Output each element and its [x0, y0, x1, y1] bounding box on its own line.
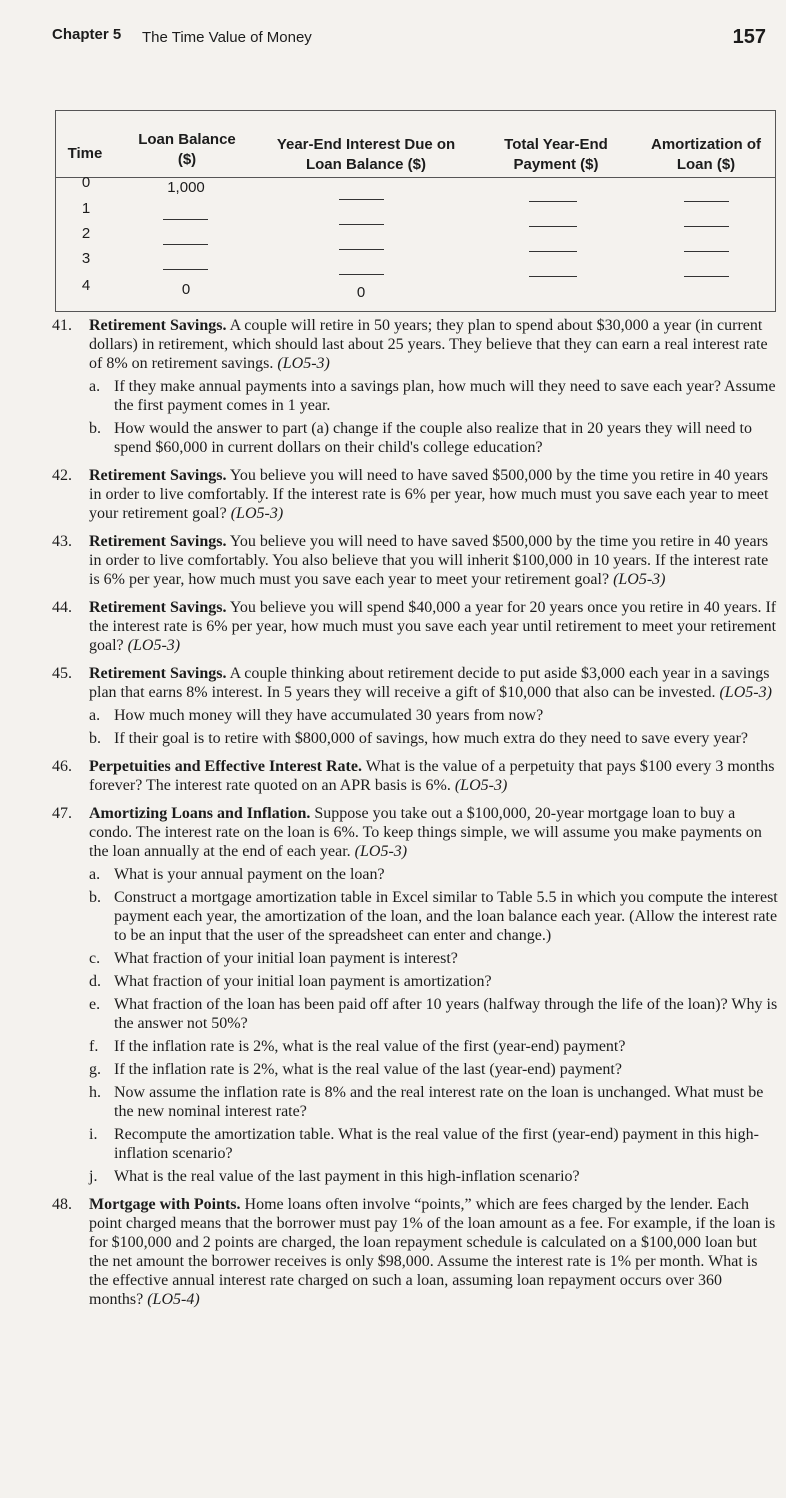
blank-line — [684, 201, 729, 202]
sub-question-label: h. — [89, 1084, 101, 1101]
sub-question-label: b. — [89, 420, 101, 437]
learning-objective: (LO5-3) — [719, 684, 772, 701]
problem-48 — [52, 1195, 778, 1309]
amortization-table — [55, 110, 776, 312]
sub-question — [89, 865, 778, 884]
col-header-interest: Year-End Interest Due on Loan Balance ($) — [276, 136, 456, 173]
problem-47 — [52, 804, 778, 1186]
sub-question-label: g. — [89, 1061, 101, 1078]
blank-line — [163, 269, 208, 270]
problem-body — [89, 1195, 778, 1309]
sub-question-label: b. — [89, 889, 101, 906]
problem-title: Retirement Savings. — [89, 533, 227, 550]
problem-number: 45. — [52, 665, 72, 682]
sub-question — [89, 949, 778, 968]
sub-question-label: d. — [89, 973, 101, 990]
balance-cell: 0 — [181, 281, 191, 298]
sub-question — [89, 972, 778, 991]
blank-line — [684, 276, 729, 277]
sub-question — [89, 1083, 778, 1121]
time-cell: 0 — [81, 174, 91, 191]
problem-title: Perpetuities and Effective Interest Rate. — [89, 758, 362, 775]
blank-line — [339, 249, 384, 250]
sub-question-text: What fraction of your initial loan payment is interest? — [114, 950, 458, 967]
sub-question-label: j. — [89, 1168, 98, 1185]
learning-objective: (LO5-3) — [277, 355, 330, 372]
learning-objective: (LO5-3) — [354, 843, 408, 860]
problem-number: 46. — [52, 758, 72, 775]
problem-body — [89, 532, 778, 589]
problem-number: 42. — [52, 467, 72, 484]
sub-question — [89, 1125, 778, 1163]
problem-text: You believe you will need to have saved $500,000 by the time you retire in 40 years in order to live comfortably. You also believe that you will inherit $100,000 in 10 years. If the interest rate is 6% per year, how much must you save each year to meet your retirement goal? — [89, 533, 769, 588]
blank-line — [529, 201, 577, 202]
sub-question-text: Construct a mortgage amortization table in Excel similar to Table 5.5 in which you compute the interest payment each year, the amortization of the loan, and the loan balance each year. (Allow the interest rate to be an input that the user of the spreadsheet can enter and change.) — [114, 889, 778, 944]
col-header-payment: Total Year-End Payment ($) — [504, 136, 608, 173]
sub-question-label: i. — [89, 1126, 98, 1143]
header-rule — [56, 177, 775, 178]
blank-line — [339, 274, 384, 275]
sub-question-text: What is the real value of the last payment in this high-inflation scenario? — [114, 1168, 580, 1185]
sub-question — [89, 706, 778, 725]
problem-text: What is the value of a perpetuity that pays $100 every 3 months forever? The interest rate quoted on an APR basis is 6%. — [89, 758, 775, 794]
col-header-time: Time — [67, 145, 103, 162]
col-header-balance: Loan Balance ($) — [138, 131, 236, 168]
sub-question — [89, 1060, 778, 1079]
balance-cell: 1,000 — [167, 179, 205, 196]
sub-question-text: What fraction of your initial loan payment is amortization? — [114, 973, 492, 990]
problem-42 — [52, 466, 778, 523]
sub-question-text: How much money will they have accumulated 30 years from now? — [114, 707, 544, 724]
problem-body — [89, 804, 778, 861]
sub-question — [89, 1167, 778, 1186]
page-header — [52, 26, 766, 56]
sub-question-text: What is your annual payment on the loan? — [114, 866, 385, 883]
problem-title: Retirement Savings. — [89, 467, 227, 484]
chapter-title: The Time Value of Money — [142, 29, 312, 46]
problem-list — [52, 316, 778, 1318]
time-cell: 2 — [81, 225, 91, 242]
problem-45 — [52, 664, 778, 748]
sub-question-text: If they make annual payments into a savings plan, how much will they need to save each year? Assume the first payment comes in 1 year. — [114, 378, 776, 414]
blank-line — [339, 199, 384, 200]
problem-41 — [52, 316, 778, 457]
problem-title: Retirement Savings. — [89, 317, 227, 334]
problem-text: Suppose you take out a $100,000, 20-year mortgage loan to buy a condo. The interest rate on the loan is 6%. To keep things simple, we will assume you make payments on the loan annually at the end of each year. — [89, 805, 762, 860]
sub-question-text: What fraction of the loan has been paid off after 10 years (halfway through the life of the loan)? Why is the answer not 50%? — [114, 996, 778, 1032]
blank-line — [684, 226, 729, 227]
learning-objective: (LO5-3) — [454, 777, 508, 794]
sub-question-label: b. — [89, 730, 101, 747]
problem-title: Amortizing Loans and Inflation. — [89, 805, 311, 822]
problem-text: A couple will retire in 50 years; they plan to spend about $30,000 a year (in current dollars) in retirement, which should last about 25 years. They believe that they can earn a real interest rate of 8% on retirement savings. — [89, 317, 768, 372]
blank-line — [339, 224, 384, 225]
problem-number: 44. — [52, 599, 72, 616]
sub-question-text: How would the answer to part (a) change if the couple also realize that in 20 years they will need to spend $60,000 in current dollars on their child's college education? — [114, 420, 752, 456]
sub-question-label: f. — [89, 1038, 99, 1055]
problem-44 — [52, 598, 778, 655]
interest-cell: 0 — [356, 284, 366, 301]
sub-question-text: If the inflation rate is 2%, what is the real value of the first (year-end) payment? — [114, 1038, 626, 1055]
problem-title: Mortgage with Points. — [89, 1196, 241, 1213]
problem-body — [89, 466, 778, 523]
sub-question-label: a. — [89, 707, 101, 724]
sub-question-label: a. — [89, 378, 101, 395]
problem-43 — [52, 532, 778, 589]
sub-question-text: If their goal is to retire with $800,000 of savings, how much extra do they need to save every year? — [114, 730, 749, 747]
problem-body — [89, 757, 778, 795]
problem-text: You believe you will need to have saved $500,000 by the time you retire in 40 years in order to live comfortably. If the interest rate is 6% per year, how much must you save each year to meet your retirement goal? — [89, 467, 769, 522]
problem-text: You believe you will spend $40,000 a year for 20 years once you retire in 40 years. If the interest rate is 6% per year, how much must you save each year until retirement to meet your retirement goal? — [89, 599, 777, 654]
sub-question — [89, 888, 778, 945]
problem-body — [89, 598, 778, 655]
sub-question — [89, 729, 778, 748]
sub-question — [89, 1037, 778, 1056]
problem-46 — [52, 757, 778, 795]
blank-line — [529, 276, 577, 277]
problem-number: 41. — [52, 317, 72, 334]
col-header-amortization: Amortization of Loan ($) — [651, 136, 761, 173]
sub-question-label: e. — [89, 996, 101, 1013]
sub-question-text: Recompute the amortization table. What is the real value of the first (year-end) payment in this high-inflation scenario? — [114, 1126, 759, 1162]
time-cell: 1 — [81, 200, 91, 217]
problem-title: Retirement Savings. — [89, 665, 227, 682]
sub-question-label: c. — [89, 950, 101, 967]
learning-objective: (LO5-3) — [127, 637, 181, 654]
blank-line — [529, 251, 577, 252]
sub-question-label: a. — [89, 866, 101, 883]
sub-question-text: Now assume the inflation rate is 8% and the real interest rate on the loan is unchanged. What must be the new nominal interest rate? — [114, 1084, 764, 1120]
sub-question-text: If the inflation rate is 2%, what is the real value of the last (year-end) payment? — [114, 1061, 622, 1078]
problem-number: 43. — [52, 533, 72, 550]
blank-line — [529, 226, 577, 227]
problem-number: 48. — [52, 1196, 72, 1213]
problem-title: Retirement Savings. — [89, 599, 227, 616]
chapter-label: Chapter 5 — [52, 26, 122, 43]
time-cell: 4 — [81, 277, 91, 294]
blank-line — [163, 219, 208, 220]
problem-text: Home loans often involve “points,” which are fees charged by the lender. Each point charged means that the borrower must pay 1% of the loan amount as a fee. For example, if the loan is for $100,000 and 2 points are charged, the loan repayment schedule is calculated on a $100,000 loan but the net amount the borrower receives is only $98,000. Assume the interest rate is 1% per month. What is the effective annual interest rate charged on such a loan, assuming loan repayment occurs over 360 months? — [89, 1196, 776, 1308]
blank-line — [163, 244, 208, 245]
problem-body — [89, 664, 778, 702]
learning-objective: (LO5-3) — [230, 505, 284, 522]
problem-number: 47. — [52, 805, 72, 822]
time-cell: 3 — [81, 250, 91, 267]
sub-question — [89, 377, 778, 415]
learning-objective: (LO5-4) — [147, 1291, 200, 1308]
problem-body — [89, 316, 778, 373]
sub-question — [89, 995, 778, 1033]
sub-question — [89, 419, 778, 457]
learning-objective: (LO5-3) — [613, 571, 666, 588]
page-number: 157 — [732, 26, 766, 48]
problem-text: A couple thinking about retirement decide to put aside $3,000 each year in a savings plan that earns 8% interest. In 5 years they will receive a gift of $10,000 that also can be invested. — [89, 665, 770, 701]
blank-line — [684, 251, 729, 252]
